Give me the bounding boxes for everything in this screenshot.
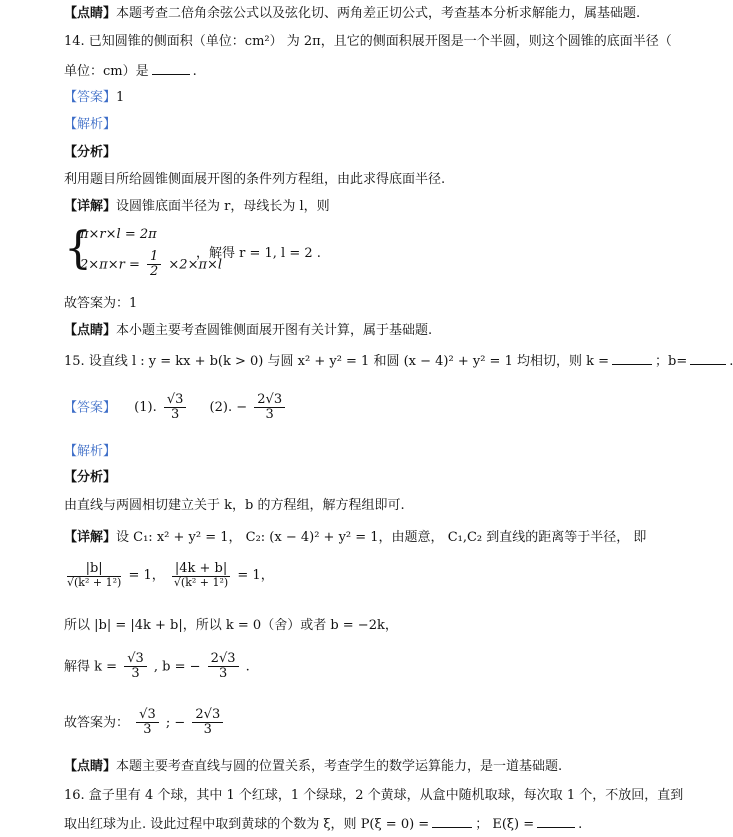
q16-line1: 16. 盒子里有 4 个球，其中 1 个红球，1 个绿球，2 个黄球，从盒中随机取球，每次取 1 个，不放回，直到 <box>64 788 684 803</box>
q15-final-frac2 <box>192 708 223 738</box>
q15-final <box>64 708 226 738</box>
q14-fenxi-label: 【分析】 <box>64 145 117 160</box>
q14-answer-label: 【答案】 <box>64 90 117 105</box>
q15-point <box>64 759 562 775</box>
q15-point-text: 本题主要考查直线与圆的位置关系，考查学生的数学运算能力，是一道基础题. <box>116 759 563 774</box>
q15-line1-a: 15. 设直线 l : y = kx + b(k > 0) 与圆 x² + y² = 1 和圆 (x − 4)² + y² = 1 均相切，则 k = <box>64 354 610 369</box>
q14-solve-text: ，解得 r = 1, l = 2 . <box>196 246 321 261</box>
q15-final-num1: √3 <box>136 708 159 723</box>
q15-f2-fraction <box>172 562 230 589</box>
q14-point-label: 【点睛】 <box>64 323 117 338</box>
q15-final-den2: 3 <box>203 722 212 738</box>
q16-line2: 取出红球为止. 设此过程中取到黄球的个数为 ξ，则 P(ξ = 0) = ； E(ξ) = . <box>64 817 583 832</box>
q15-distance-eqs <box>64 562 274 589</box>
q14-fenxi-text: 利用题目所给圆锥侧面展开图的条件列方程组，由此求得底面半径. <box>64 172 446 187</box>
q15-f2-den: √(k² + 1²) <box>173 576 229 590</box>
q14-final: 故答案为：1 <box>64 296 138 311</box>
q14-line1: 14. 已知圆锥的侧面积（单位：cm²） 为 2π，且它的侧面积展开图是一个半圆，则这个圆锥的底面半径（ <box>64 34 672 49</box>
q15-solve-mid: , b = − <box>153 659 201 675</box>
q14-eq2-num: 1 <box>147 250 161 265</box>
q15-final-mid: ; − <box>165 715 186 731</box>
q15-fenxi-text: 由直线与两圆相切建立关于 k，b 的方程组，解方程组即可. <box>64 498 405 513</box>
q15-ans2-fraction <box>254 393 285 423</box>
q15-final-prefix: 故答案为： <box>64 715 130 731</box>
q14-brace: { <box>64 223 92 274</box>
q15-detail-label: 【详解】 <box>64 530 117 545</box>
q14-detail <box>64 199 330 215</box>
q16-blank-p[interactable] <box>432 815 472 828</box>
q14-eq2-right: ×2×π×l <box>168 257 223 273</box>
q15-solve-num1: √3 <box>124 652 147 667</box>
q15-solve-num2: 2√3 <box>208 652 239 667</box>
q15-blank-b[interactable] <box>690 352 726 365</box>
q14-eq2-left: 2×π×r = <box>80 257 140 273</box>
q15-line1: 15. 设直线 l : y = kx + b(k > 0) 与圆 x² + y² = 1 和圆 (x − 4)² + y² = 1 均相切，则 k = ；b= . <box>64 354 733 369</box>
q15-ans1-den: 3 <box>170 407 180 423</box>
q15-f1-den: √(k² + 1²) <box>67 576 122 590</box>
q16-blank-e[interactable] <box>537 815 575 828</box>
top-note <box>64 6 640 22</box>
q15-so-text: 所以 |b| = |4k + b|，所以 k = 0（舍）或者 b = −2k， <box>64 618 398 633</box>
top-label: 【点睛】 <box>64 6 117 21</box>
q14-detail-label: 【详解】 <box>64 199 117 214</box>
q15-solve <box>64 652 250 682</box>
q15-ans1-prefix: (1). <box>134 400 157 416</box>
q15-answer-label: 【答案】 <box>64 400 117 416</box>
q15-point-label: 【点睛】 <box>64 759 117 774</box>
q14-eq2-den: 2 <box>149 264 159 280</box>
q16-line2-a: 取出红球为止. 设此过程中取到黄球的个数为 ξ，则 P(ξ = 0) = <box>64 817 430 832</box>
q15-detail <box>64 530 646 546</box>
q14-detail-text: 设圆锥底面半径为 r，母线长为 l，则 <box>116 199 330 214</box>
q14-eq2-fraction <box>147 250 161 280</box>
top-text: 本题考查二倍角余弦公式以及弦化切、两角差正切公式，考查基本分析求解能力，属基础题. <box>116 6 641 21</box>
q15-ans1-num: √3 <box>164 393 187 408</box>
q14-point <box>64 323 432 339</box>
q15-final-frac1 <box>136 708 159 738</box>
q14-analysis-label: 【解析】 <box>64 117 117 132</box>
q15-solve-tail: . <box>245 659 250 675</box>
q16-line2-b: ； E(ξ) = <box>475 817 535 832</box>
q15-solve-frac2 <box>208 652 239 682</box>
q15-detail-text: 设 C₁: x² + y² = 1， C₂: (x − 4)² + y² = 1，由题意， C₁,C₂ 到直线的距离等于半径， 即 <box>116 530 647 545</box>
q14-answer-value: 1 <box>116 90 125 105</box>
q15-f1-tail: = 1， <box>128 568 165 584</box>
q15-ans2-num: 2√3 <box>254 393 285 408</box>
q15-solve-frac1 <box>124 652 147 682</box>
q15-f1-fraction <box>67 562 121 589</box>
q15-analysis-label: 【解析】 <box>64 444 117 459</box>
q14-point-text: 本小题主要考查圆锥侧面展开图有关计算，属于基础题. <box>116 323 433 338</box>
q15-ans2-den: 3 <box>265 407 274 423</box>
q15-solve-den2: 3 <box>218 666 228 682</box>
q15-line1-b: ；b= <box>655 354 688 369</box>
q14-eq1: π×r×l = 2π <box>80 227 157 242</box>
q15-f2-tail: = 1， <box>237 568 274 584</box>
q14-line2: 单位：cm）是 . <box>64 64 197 79</box>
q15-fenxi-label: 【分析】 <box>64 470 117 485</box>
q15-answer <box>64 393 288 423</box>
q15-ans2-prefix: (2). − <box>209 400 248 416</box>
q15-blank-k[interactable] <box>612 352 652 365</box>
q15-f2-num: |4k + b| <box>172 562 230 577</box>
q14-line2-text: 单位：cm）是 <box>64 64 149 79</box>
q14-answer <box>64 90 124 106</box>
q15-solve-prefix: 解得 k = <box>64 659 118 675</box>
q15-ans1-fraction <box>164 393 187 423</box>
q15-solve-den1: 3 <box>131 666 140 682</box>
q15-f1-num: |b| <box>67 562 121 577</box>
q15-final-num2: 2√3 <box>192 708 223 723</box>
q14-blank[interactable] <box>152 62 190 75</box>
q15-final-den1: 3 <box>143 722 152 738</box>
